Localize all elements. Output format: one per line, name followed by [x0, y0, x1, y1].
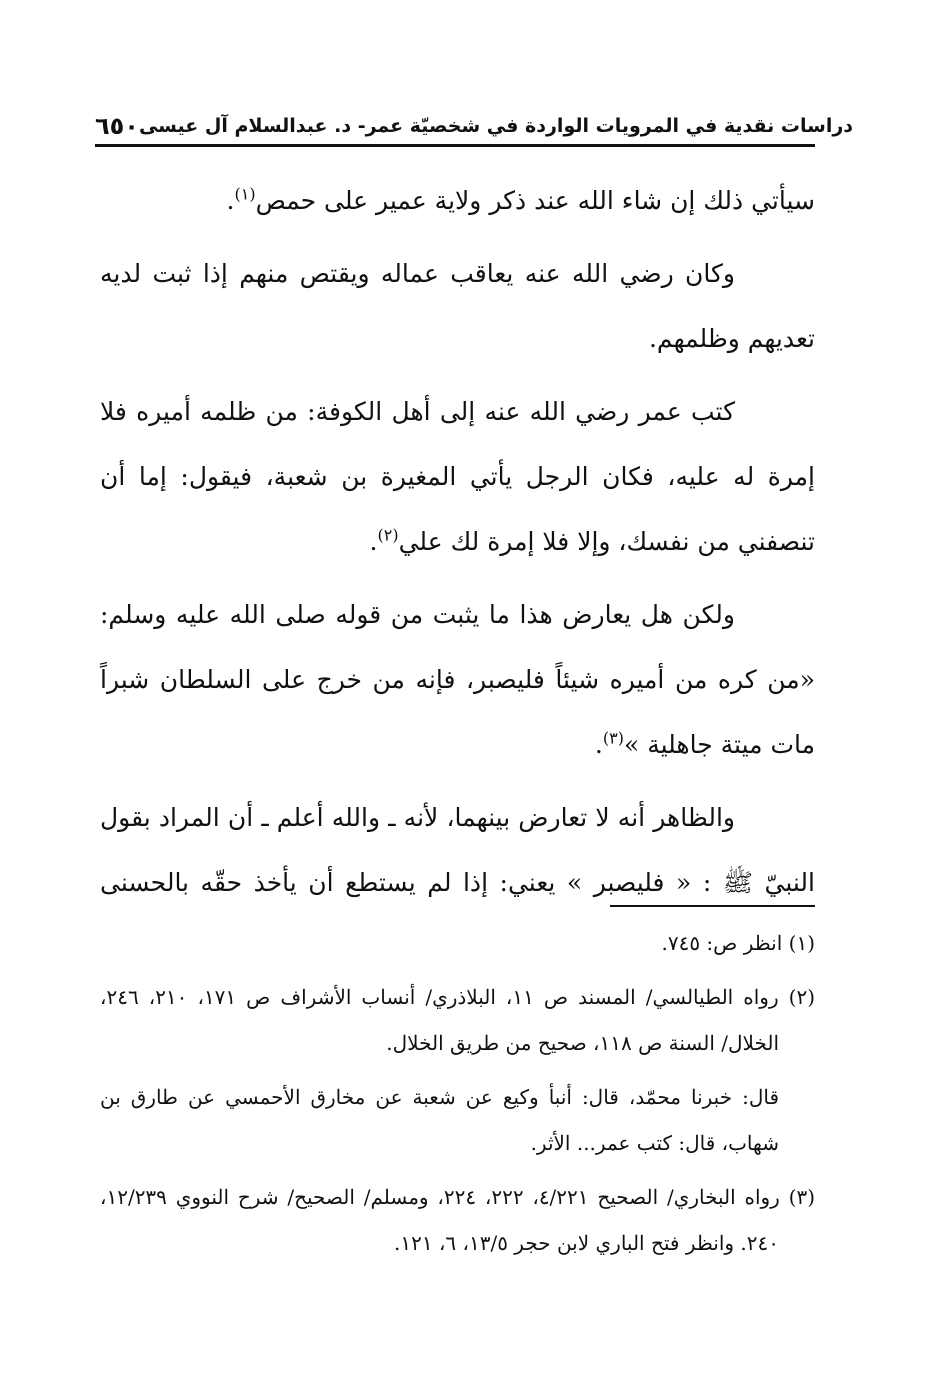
footnote: (١) انظر ص: ٧٤٥.: [661, 931, 815, 955]
paragraph: كتب عمر رضي الله عنه إلى أهل الكوفة: من ظلمه أميره فلا إمرة له عليه، فكان الرجل يأتي المغيرة بن شعبة، فيقول: إما أن تنصفني من نفسك، وإلا فلا إمرة لك علي$^{(٢)}$.: [100, 397, 815, 556]
footnote-rule: [610, 905, 815, 907]
header-rule: [95, 144, 815, 147]
footnote: (٢) رواه الطيالسي/ المسند ص ١١، البلاذري/ أنساب الأشراف ص ١٧١، ٢١٠، ٢٤٦، الخلال/ السنة ص ١١٨، صحيح من طريق الخلال.: [100, 985, 815, 1055]
footnote-marker: (١): [234, 184, 256, 204]
footnote-marker: (٣): [602, 728, 624, 748]
footnotes: [100, 920, 815, 1274]
paragraph: والظاهر أنه لا تعارض بينهما، لأنه ـ والله أعلم ـ أن المراد بقول النبيّ ﷺ : « فليصبر » يعني: إذا لم يستطع أن يأخذ حقّه بالحسنى: [100, 803, 815, 897]
page-number: ٦٥٠: [95, 112, 139, 140]
footnote-marker: (٢): [377, 525, 399, 545]
footnote-continuation: قال: خبرنا محمّد، قال: أنبأ وكيع عن شعبة عن مخارق الأحمسي عن طارق بن شهاب، قال: كتب عمر... الأثر.: [100, 1085, 779, 1155]
paragraph: وكان رضي الله عنه يعاقب عماله ويقتص منهم إذا ثبت لديه تعديهم وظلمهم.: [100, 259, 815, 353]
paragraph: سيأتي ذلك إن شاء الله عند ذكر ولاية عمير على حمص$^{(١)}$.: [226, 184, 815, 215]
header-title: دراسات نقدية في المرويات الواردة في شخصيّة عمر- د. عبدالسلام آل عيسى: [138, 115, 854, 137]
main-text: [100, 168, 815, 923]
paragraph: ولكن هل يعارض هذا ما يثبت من قوله صلى الله عليه وسلم: «من كره من أميره شيئاً فليصبر، فإنه من خرج على السلطان شبراً مات ميتة جاهلية »$^{(٣)}$.: [100, 600, 815, 759]
footnote: (٣) رواه البخاري/ الصحيح ٤/٢٢١، ٢٢٢، ٢٢٤، ومسلم/ الصحيح/ شرح النووي ١٢/٢٣٩، ٢٤٠. وانظر فتح الباري لابن حجر ١٣/٥، ٦، ١٢١.: [100, 1185, 816, 1255]
running-header: [95, 108, 854, 144]
